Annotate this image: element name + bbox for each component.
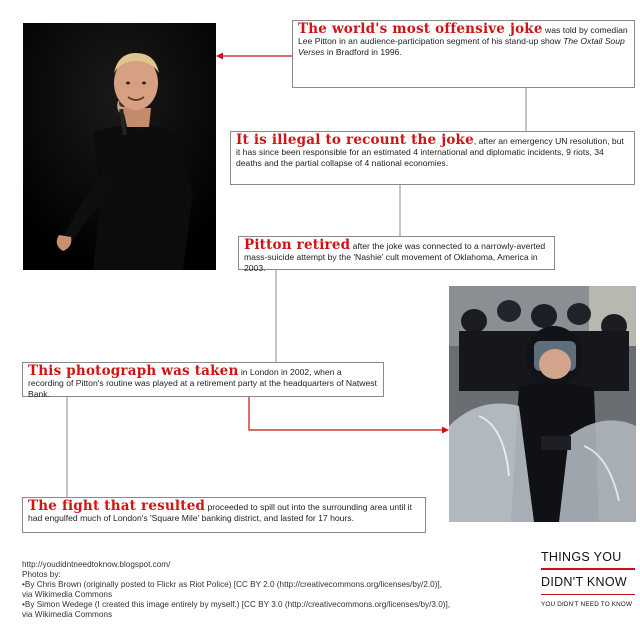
- text-illegal: , after an emergency UN resolution, but it has since been responsible for an estimated 4 international and diplomatic incidents, 9 riots, 34 deaths and the partial collapse of 4 national economies.: [236, 136, 624, 168]
- fact-box-illegal: [230, 131, 635, 185]
- fact-box-retired: [238, 236, 555, 273]
- text-joke-2: in Bradford in 1996.: [324, 47, 402, 57]
- arrowhead-icon: [216, 53, 223, 60]
- photo-credit-2: •By Simon Wedege (I created this image entirely by myself.) [CC BY 3.0 (http://creativecommons.org/licenses/by/3.0)], via Wikimedia Commons: [22, 600, 451, 619]
- text-photograph: in London in 2002, when a recording of Pitton's routine was played at a retirement party at the headquarters of Natwest Bank.: [28, 367, 377, 399]
- brand-line-1: THINGS YOU: [541, 550, 622, 564]
- text-fight: proceeded to spill out into the surrounding area until it had engulfed much of London's 'Square Mile' banking district, and lasted for 17 hours.: [28, 502, 412, 523]
- headline-joke: The world's most offensive joke: [298, 21, 543, 37]
- text-joke-1: was told by comedian Lee Pitton in an audience-participation segment of his stand-up show: [298, 25, 628, 46]
- brand-logo: [541, 546, 635, 611]
- red-connector-photo: [249, 397, 443, 430]
- credits-footer: [22, 560, 452, 620]
- blog-url: http://youdidntneedtoknow.blogspot.com/: [22, 560, 171, 569]
- photos-by-label: Photos by:: [22, 570, 61, 579]
- comedian-photo: [23, 23, 216, 270]
- headline-photograph: This photograph was taken: [28, 363, 239, 379]
- brand-line-3: YOU DIDN'T NEED TO KNOW: [541, 601, 633, 608]
- headline-fight: The fight that resulted: [28, 498, 206, 514]
- fact-box-photograph: [22, 362, 384, 397]
- show-title: The Oxtail Soup Verses: [298, 36, 625, 57]
- headline-illegal: It is illegal to recount the joke: [236, 132, 474, 148]
- comedian-illustration: [23, 23, 216, 270]
- riot-photo: [449, 286, 636, 522]
- brand-line-2: DIDN'T KNOW: [541, 574, 628, 589]
- fact-box-joke: [292, 20, 635, 88]
- fact-box-fight: [22, 497, 426, 533]
- text-retired: after the joke was connected to a narrowly-averted mass-suicide attempt by the 'Nashie' cult movement of Oklahoma, America in 2003.: [244, 241, 546, 273]
- arrowhead-icon: [442, 427, 449, 434]
- riot-illustration: [449, 286, 636, 522]
- photo-credit-1: •By Chris Brown (originally posted to Flickr as Riot Police) [CC BY 2.0 (http://creativecommons.org/licenses/by/2.0)], via Wikimedia Commons: [22, 580, 442, 599]
- headline-retired: Pitton retired: [244, 237, 351, 253]
